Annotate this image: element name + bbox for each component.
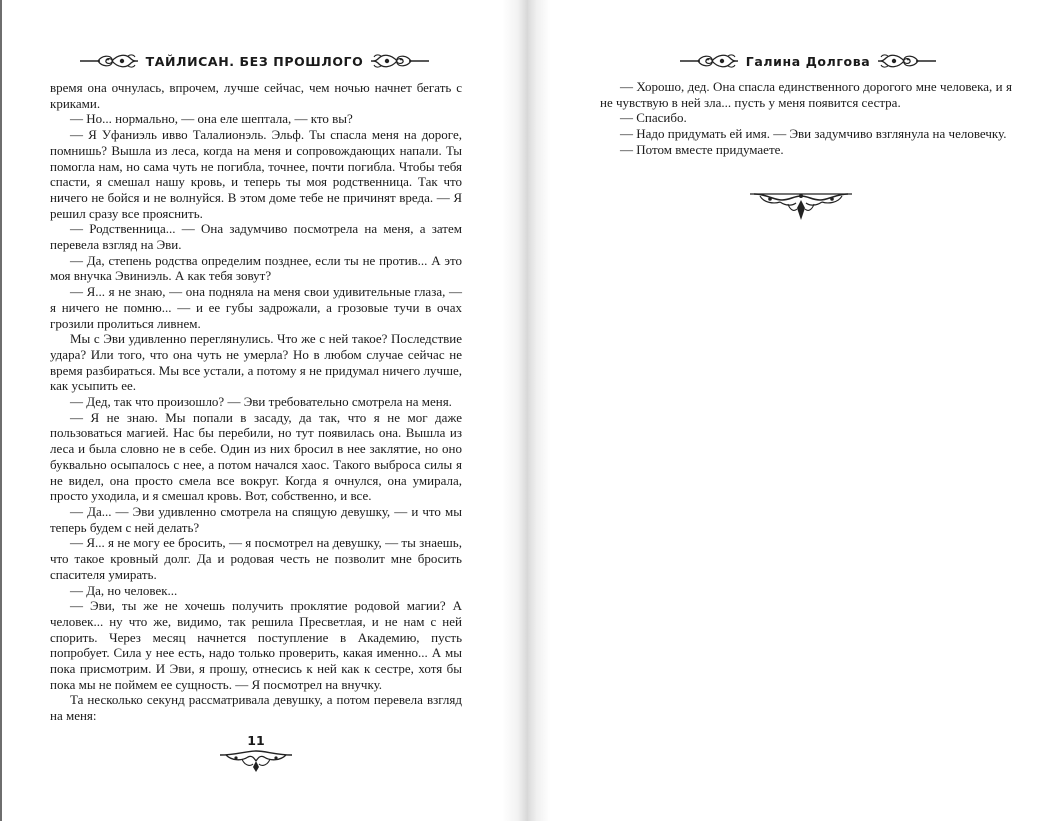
- paragraph: — Я Уфаниэль ивво Талалионэль. Эльф. Ты спасла меня на дороге, помнишь? Вышла из леса, когда на меня и сопровождающих напали. Ты помогла нам, но сама чуть не погибла, точнее, почти погибла. Чтобы тебя спасти, я смешал нашу кровь, и теперь ты моя родственница. Так что ничего не бойся и не волнуйся. В этом доме тебе не причинят вреда. — Я решил сразу все прояснить.: [50, 127, 462, 221]
- left-page: [0, 0, 528, 821]
- scroll-ornament-icon: [216, 749, 296, 773]
- paragraph: Мы с Эви удивленно переглянулись. Что же с ней такое? Последствие удара? Или того, что она чуть не умерла? Но в любом случае сейчас не время разбираться. Мы все устали, а потому я не придумал ничего лучше, как усыпить ее.: [50, 331, 462, 394]
- paragraph: — Я... я не знаю, — она подняла на меня свои удивительные глаза, — я ничего не помню... — и ее губы задрожали, а грозовые тучи в очах грозили пролиться ливнем.: [50, 284, 462, 331]
- right-page: [528, 0, 1058, 821]
- gutter-shadow: [502, 0, 528, 821]
- scroll-ornament-icon: [678, 52, 740, 70]
- paragraph: — Хорошо, дед. Она спасла единственного дорогого мне человека, и я не чувствую в ней зла... пусть у меня появится сестра.: [600, 79, 1012, 110]
- paragraph: — Спасибо.: [620, 110, 687, 126]
- gutter-shadow: [528, 0, 550, 821]
- paragraph: — Но... нормально, — она еле шептала, — кто вы?: [70, 111, 353, 127]
- paragraph: — Эви, ты же не хочешь получить проклятие родовой магии? А человек... ну что же, видимо, так решила Пресветлая, и не нам с ней спорить. Через месяц начнется поступление в Академию, пусть попробует. Сила у нее есть, надо только проверить, какая именно... А мы пока присмотрим. И Эви, я прошу, отнесись к ней как к сестре, хотя бы пока мы не поймем ее сущность. — Я посмотрел на внучку.: [50, 598, 462, 692]
- running-head: [688, 50, 928, 72]
- paragraph: — Да... — Эви удивленно смотрела на спящую девушку, — и что мы теперь будем с ней делать?: [50, 503, 462, 535]
- page-number: 11: [247, 733, 265, 748]
- paragraph: — Дед, так что произошло? — Эви требовательно смотрела на меня.: [70, 394, 452, 410]
- paragraph: — Потом вместе придумаете.: [620, 141, 784, 157]
- paragraph: Та несколько секунд рассматривала девушку, а потом перевела взгляд на меня:: [50, 692, 462, 724]
- paragraph: — Да, но человек...: [70, 582, 178, 598]
- running-head-title: ТАЙЛИСАН. БЕЗ ПРОШЛОГО: [145, 53, 364, 69]
- scroll-ornament-icon: [876, 52, 938, 70]
- paragraph: — Я не знаю. Мы попали в засаду, да так, что я не мог даже пользоваться магией. Нас бы перебили, но тут появилась она. Вышла из леса и была словно не в себе. Один из них бросил в нее заклятие, но оно буквально осыпалось с нее, а потом начался хаос. Такого выброса силы я не видел, она просто смела все вокруг. Когда я очнулся, она умирала, просто уходила, и я смешал кровь. Вот, собственно, и все.: [50, 409, 462, 504]
- running-head: [92, 50, 417, 72]
- paragraph: — Да, степень родства определим позднее, если ты не против... А это моя внучка Эвиниэль. А как тебя зовут?: [50, 252, 462, 284]
- scroll-ornament-icon: [369, 52, 431, 70]
- paragraph: — Надо придумать ей имя. — Эви задумчиво взглянула на человечку.: [620, 126, 1007, 142]
- paragraph: — Родственница... — Она задумчиво посмотрела на меня, а затем перевела взгляд на Эви.: [50, 221, 462, 253]
- paragraph: время она очнулась, впрочем, лучше сейчас, чем ночью начнет бегать с криками.: [50, 80, 462, 111]
- running-head-author: Галина Долгова: [745, 53, 871, 69]
- vignette-ornament-icon: [746, 190, 856, 222]
- body-text: [600, 79, 1012, 158]
- scroll-ornament-icon: [78, 52, 140, 70]
- body-text: [50, 80, 462, 724]
- paragraph: — Я... я не могу ее бросить, — я посмотрел на девушку, — ты знаешь, что такое кровный долг. Да и родовая честь не позволит мне бросить спасителя умирать.: [50, 535, 462, 582]
